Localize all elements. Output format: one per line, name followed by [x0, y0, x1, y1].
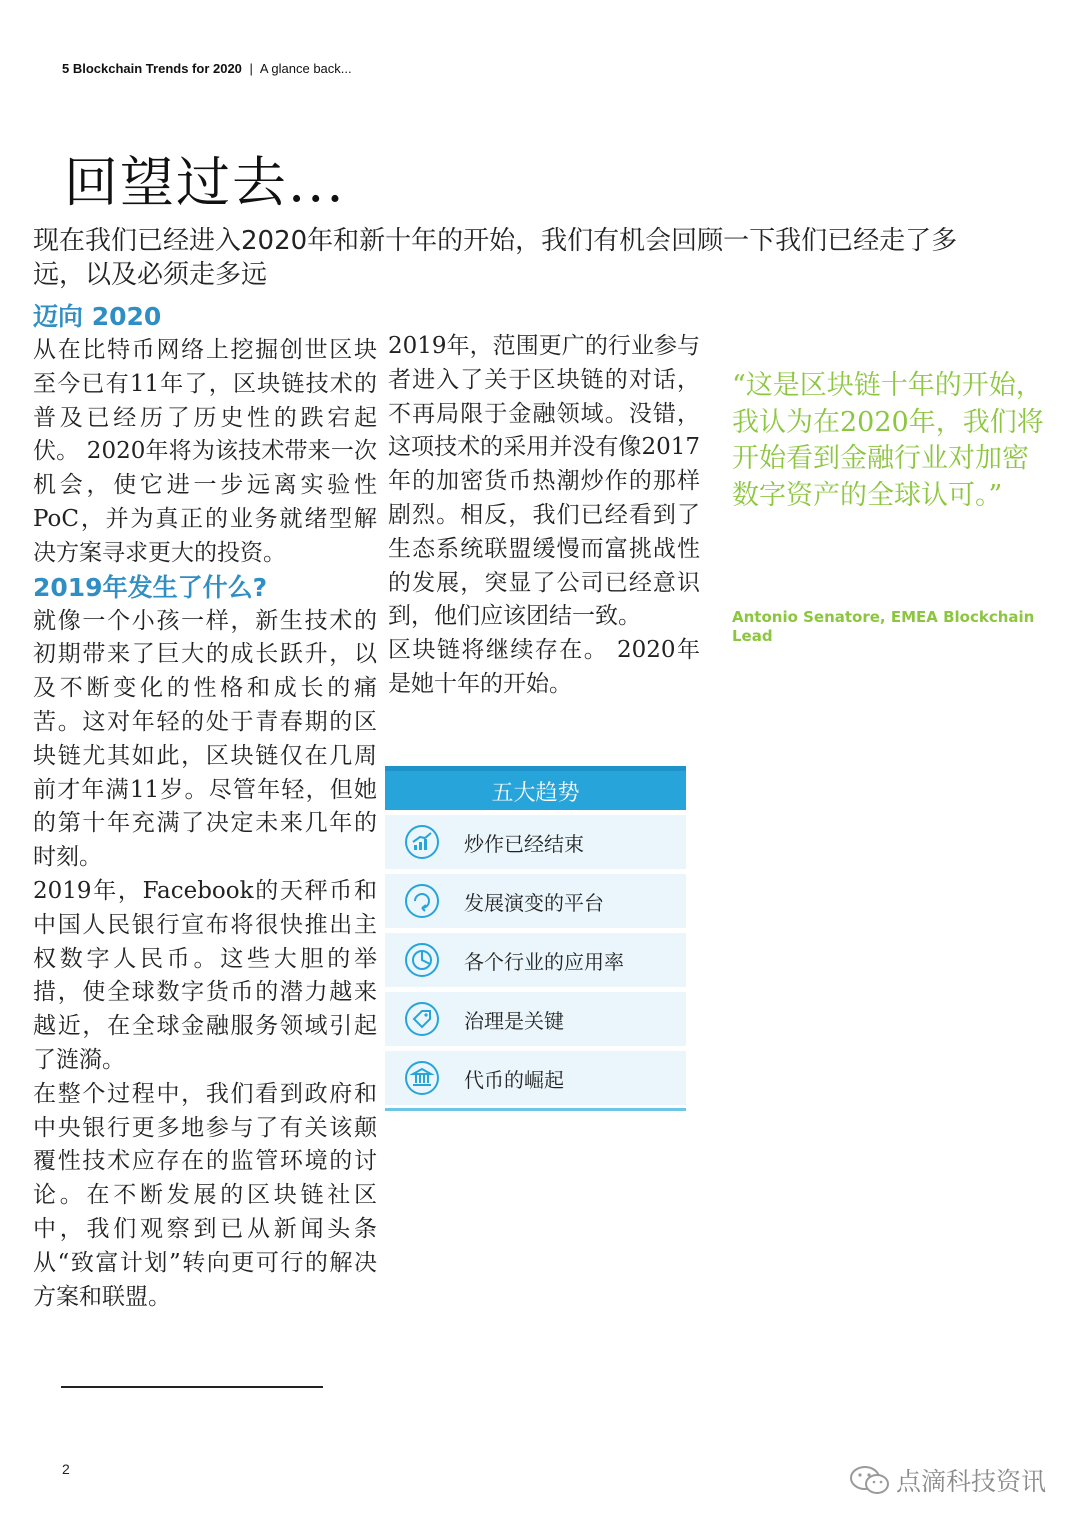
section-heading-2019: 2019年发生了什么?	[33, 572, 268, 602]
trend-label: 代币的崛起	[464, 1067, 564, 1092]
refresh-cycle-icon	[404, 883, 440, 919]
trend-item	[385, 933, 686, 987]
intro-lead: 现在我们已经进入2020年和新十年的开始，我们有机会回顾一下我们已经走了多远，以及必须走多远	[33, 226, 958, 290]
left-column	[33, 300, 377, 1314]
trends-title: 五大趋势	[385, 766, 686, 810]
paragraph-growth: 就像一个小孩一样，新生技术的初期带来了巨大的成长跃升，以及不断变化的性格和成长的痛苦。这对年轻的处于青春期的区块链尤其如此，区块链仅在几周前才年满11岁。尽管年轻，但她的第十年充满了决定未来几年的时刻。	[33, 607, 377, 871]
bank-icon	[404, 1060, 440, 1096]
document-title: 5 Blockchain Trends for 2020	[62, 61, 242, 76]
paragraph-decade: 区块链将继续存在。 2020年是她十年的开始。	[388, 637, 700, 697]
watermark	[848, 1462, 1046, 1498]
trend-label: 治理是关键	[464, 1008, 564, 1033]
trend-item	[385, 874, 686, 928]
trends-bottom-rule	[385, 1108, 686, 1111]
section-heading-2020: 迈向 2020	[33, 302, 162, 331]
paragraph-industry: 2019年，范围更广的行业参与者进入了关于区块链的对话，不再局限于金融领域。没错，这项技术的采用并没有像2017年的加密货币热潮炒作的那样剧烈。相反，我们已经看到了生态系统联盟缓慢而富挑战性的发展，突显了公司已经意识到，他们应该团结一致。	[388, 333, 700, 630]
middle-column	[388, 330, 700, 702]
pie-chart-icon	[404, 942, 440, 978]
running-header	[62, 61, 352, 76]
wechat-icon	[848, 1463, 892, 1497]
five-trends-box	[385, 766, 686, 1111]
tag-icon	[404, 1001, 440, 1037]
paragraph-regulation: 在整个过程中，我们看到政府和中央银行更多地参与了有关该颠覆性技术应存在的监管环境的讨论。在不断发展的区块链社区中，我们观察到已从新闻头条从“致富计划”转向更可行的解决方案和联盟。	[33, 1080, 377, 1310]
trend-label: 发展演变的平台	[464, 890, 604, 915]
quote-attribution: Antonio Senatore, EMEA Blockchain Lead	[732, 608, 1035, 645]
header-separator: |	[249, 61, 253, 76]
trend-item	[385, 992, 686, 1046]
growth-chart-icon	[404, 824, 440, 860]
footnote-divider	[61, 1386, 323, 1388]
trend-label: 各个行业的应用率	[464, 949, 624, 974]
watermark-text: 点滴科技资讯	[895, 1467, 1046, 1496]
page-title: 回望过去...	[64, 151, 346, 214]
pull-quote: “这是区块链十年的开始，我认为在2020年，我们将开始看到金融行业对加密数字资产的全球认可。”	[732, 370, 1044, 511]
section-label: A glance back...	[259, 61, 352, 76]
trend-item	[385, 815, 686, 869]
trend-item	[385, 1051, 686, 1105]
paragraph-genesis: 从在比特币网络上挖掘创世区块至今已有11年了，区块链技术的普及已经历了历史性的跌宕起伏。 2020年将为该技术带来一次机会，使它进一步远离实验性PoC，并为真正的业务就绪型解决方案寻求更大的投资。	[33, 337, 377, 566]
page-number: 2	[62, 1461, 70, 1477]
paragraph-libra: 2019年，Facebook的天秤币和中国人民银行宣布将很快推出主权数字人民币。这些大胆的举措，使全球数字货币的潜力越来越近，在全球金融服务领域引起了涟漪。	[33, 877, 377, 1073]
trend-label: 炒作已经结束	[464, 831, 584, 856]
